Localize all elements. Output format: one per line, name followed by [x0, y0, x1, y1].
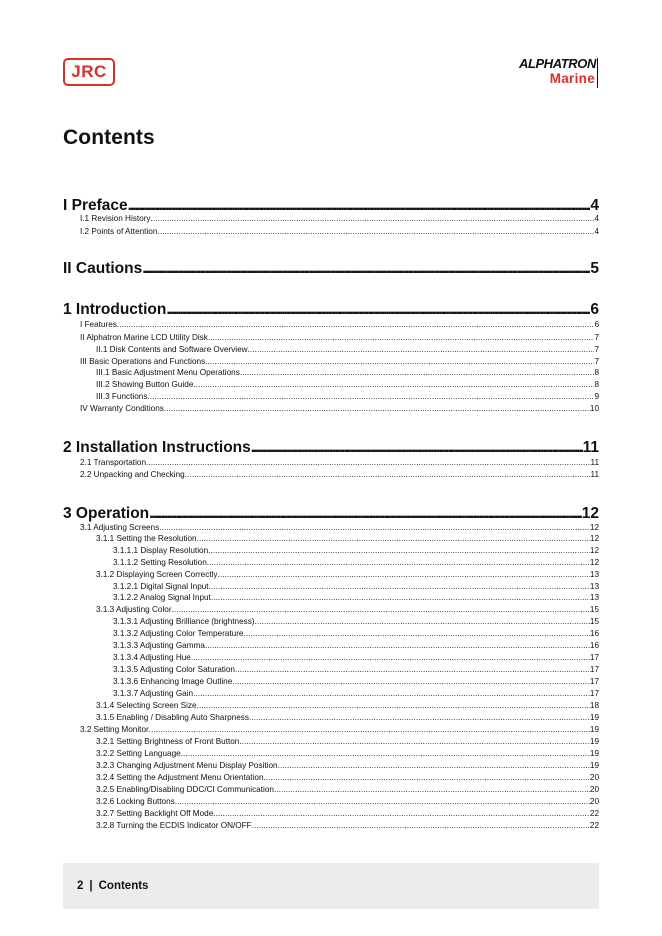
toc-entry-title: 3.1.3.3 Adjusting Gamma	[113, 641, 205, 650]
toc-entry-page: 19	[589, 725, 599, 734]
toc-entry-title: 3.1.1 Setting the Resolution	[96, 534, 197, 543]
toc-entry-title: 3.1.3.4 Adjusting Hue	[113, 653, 191, 662]
toc-dot-leader	[197, 701, 590, 710]
toc-dot-leader	[274, 785, 590, 794]
toc-entry-page: 22	[589, 821, 599, 830]
toc-dot-leader	[232, 677, 590, 686]
toc-entry-page: 15	[589, 605, 599, 614]
brand-subtitle: Marine	[549, 71, 595, 86]
toc-entry[interactable]	[96, 605, 599, 614]
toc-entry-page: 18	[589, 701, 599, 710]
toc-entry-page: 9	[594, 392, 599, 401]
toc-entry-title: III.1 Basic Adjustment Menu Operations	[96, 368, 240, 377]
toc-dot-leader	[251, 439, 583, 457]
toc-dot-leader	[249, 713, 590, 722]
toc-dot-leader	[164, 404, 590, 413]
toc-entry-page: 6	[594, 320, 599, 329]
toc-dot-leader	[193, 380, 594, 389]
toc-entry-page: 19	[589, 737, 599, 746]
toc-dot-leader	[211, 593, 590, 602]
toc-entry-title: 3.1.3.5 Adjusting Color Saturation	[113, 665, 235, 674]
toc-entry[interactable]	[80, 320, 599, 329]
toc-entry[interactable]	[113, 593, 599, 602]
toc-entry[interactable]	[96, 773, 599, 782]
toc-entry-page: 19	[589, 713, 599, 722]
toc-entry[interactable]	[113, 546, 599, 555]
toc-entry[interactable]	[96, 761, 599, 770]
toc-dot-leader	[175, 797, 590, 806]
toc-entry-page: 16	[589, 629, 599, 638]
toc-dot-leader	[240, 368, 595, 377]
toc-dot-leader	[159, 523, 590, 532]
brand-divider	[597, 58, 599, 88]
toc-entry-title: 3.1.1.2 Setting Resolution	[113, 558, 207, 567]
toc-dot-leader	[252, 821, 590, 830]
toc-entry[interactable]	[113, 558, 599, 567]
toc-dot-leader	[209, 582, 590, 591]
toc-entry[interactable]	[113, 582, 599, 591]
toc-entry-title: II Cautions	[63, 260, 143, 277]
toc-dot-leader	[117, 320, 595, 329]
toc-dot-leader	[243, 629, 589, 638]
toc-entry-title: 3.2.4 Setting the Adjustment Menu Orientation	[96, 773, 264, 782]
toc-entry[interactable]	[96, 701, 599, 710]
footer-separator: |	[89, 880, 93, 892]
toc-dot-leader	[205, 357, 594, 366]
toc-dot-leader	[264, 773, 590, 782]
toc-entry-title: II Alphatron Marine LCD Utility Disk	[80, 333, 208, 342]
toc-entry[interactable]	[96, 737, 599, 746]
toc-entry-page: 13	[589, 593, 599, 602]
toc-entry[interactable]	[80, 227, 599, 236]
toc-dot-leader	[278, 761, 590, 770]
toc-entry-title: 3.1.3.2 Adjusting Color Temperature	[113, 629, 244, 638]
toc-entry-page: 17	[589, 653, 599, 662]
toc-dot-leader	[147, 392, 594, 401]
page-footer	[63, 863, 599, 909]
toc-entry[interactable]	[113, 653, 599, 662]
toc-chapter-entry[interactable]	[63, 301, 599, 319]
toc-entry-page: 19	[589, 749, 599, 758]
page-number: 2	[77, 880, 84, 892]
toc-entry[interactable]	[113, 677, 599, 686]
toc-entry[interactable]	[96, 392, 599, 401]
toc-dot-leader	[208, 333, 595, 342]
toc-entry-title: II.1 Disk Contents and Software Overview	[96, 345, 248, 354]
toc-entry-page: 13	[589, 582, 599, 591]
toc-entry-page: 4	[594, 214, 599, 223]
toc-entry[interactable]	[80, 725, 599, 734]
brand-name: ALPHATRON	[518, 56, 596, 71]
toc-entry-title: 3.1.3.1 Adjusting Brilliance (brightness)	[113, 617, 255, 626]
toc-entry-page: 10	[589, 404, 599, 413]
toc-entry-title: 3.1.4 Selecting Screen Size	[96, 701, 197, 710]
toc-entry-page: 8	[594, 368, 599, 377]
toc-chapter-entry[interactable]	[63, 260, 599, 278]
toc-entry-title: 3 Operation	[63, 505, 150, 522]
toc-entry-page: 12	[589, 534, 599, 543]
alphatron-marine-logo	[488, 56, 598, 90]
toc-entry-page: 5	[590, 260, 599, 277]
toc-entry-page: 17	[589, 677, 599, 686]
toc-chapter-entry[interactable]	[63, 505, 599, 523]
toc-dot-leader	[193, 689, 590, 698]
toc-dot-leader	[181, 749, 590, 758]
toc-entry[interactable]	[113, 665, 599, 674]
toc-entry[interactable]	[113, 629, 599, 638]
toc-entry[interactable]	[96, 797, 599, 806]
toc-dot-leader	[149, 725, 590, 734]
toc-entry-title: III Basic Operations and Functions	[80, 357, 206, 366]
toc-entry-page: 17	[589, 689, 599, 698]
toc-entry-page: 20	[589, 773, 599, 782]
toc-dot-leader	[208, 546, 590, 555]
toc-entry-title: 3.1.3.6 Enhancing Image Outline	[113, 677, 233, 686]
toc-entry-page: 20	[589, 785, 599, 794]
toc-entry[interactable]	[80, 357, 599, 366]
toc-entry[interactable]	[96, 368, 599, 377]
toc-entry-title: I Preface	[63, 197, 128, 214]
toc-dot-leader	[248, 345, 595, 354]
toc-entry-page: 17	[589, 665, 599, 674]
toc-entry-page: 16	[589, 641, 599, 650]
toc-dot-leader	[151, 214, 595, 223]
toc-entry[interactable]	[80, 523, 599, 532]
toc-entry-title: IV Warranty Conditions	[80, 404, 164, 413]
toc-dot-leader	[128, 197, 591, 215]
toc-entry-title: 3.1.5 Enabling / Disabling Auto Sharpness	[96, 713, 249, 722]
toc-dot-leader	[191, 653, 590, 662]
toc-entry[interactable]	[96, 570, 599, 579]
toc-dot-leader	[235, 665, 590, 674]
toc-entry-title: 2.1 Transportation	[80, 458, 146, 467]
page-title: Contents	[63, 126, 155, 149]
toc-entry[interactable]	[113, 617, 599, 626]
toc-dot-leader	[207, 558, 590, 567]
toc-entry-title: 3.2.8 Turning the ECDIS Indicator ON/OFF	[96, 821, 252, 830]
toc-entry-page: 12	[581, 505, 599, 522]
toc-entry-title: 3.2.6 Locking Buttons	[96, 797, 175, 806]
toc-entry[interactable]	[96, 785, 599, 794]
toc-entry-title: 1 Introduction	[63, 301, 167, 318]
toc-entry-page: 8	[594, 380, 599, 389]
toc-entry[interactable]	[96, 809, 599, 818]
toc-dot-leader	[142, 260, 590, 278]
toc-entry-page: 12	[589, 546, 599, 555]
toc-entry-title: 3.1.2 Displaying Screen Correctly	[96, 570, 218, 579]
toc-entry[interactable]	[80, 404, 599, 413]
toc-entry-page: 12	[589, 558, 599, 567]
toc-entry-page: 20	[589, 797, 599, 806]
toc-entry-page: 7	[594, 345, 599, 354]
toc-dot-leader	[205, 641, 590, 650]
toc-entry-title: 3.2.7 Setting Backlight Off Mode	[96, 809, 214, 818]
toc-entry-page: 6	[590, 301, 599, 318]
toc-entry-page: 19	[589, 761, 599, 770]
toc-entry[interactable]	[96, 380, 599, 389]
toc-entry-title: 3.1.3.7 Adjusting Gain	[113, 689, 194, 698]
toc-dot-leader	[149, 505, 582, 523]
toc-entry[interactable]	[96, 345, 599, 354]
toc-entry-title: I Features	[80, 320, 117, 329]
toc-dot-leader	[239, 737, 590, 746]
toc-entry-title: 3.2.3 Changing Adjustment Menu Display Position	[96, 761, 278, 770]
toc-entry-page: 22	[589, 809, 599, 818]
toc-entry-title: 3.1.2.1 Digital Signal Input	[113, 582, 209, 591]
toc-entry-title: I.2 Points of Attention	[80, 227, 158, 236]
toc-entry-page: 4	[594, 227, 599, 236]
toc-entry[interactable]	[80, 333, 599, 342]
toc-dot-leader	[213, 809, 590, 818]
toc-entry-title: 3.1.3 Adjusting Color	[96, 605, 172, 614]
toc-entry[interactable]	[80, 470, 599, 479]
jrc-logo: JRC	[63, 58, 115, 86]
toc-dot-leader	[255, 617, 590, 626]
toc-dot-leader	[157, 227, 594, 236]
toc-entry[interactable]	[96, 749, 599, 758]
toc-entry-title: III.3 Functions	[96, 392, 148, 401]
toc-entry-page: 15	[589, 617, 599, 626]
toc-dot-leader	[166, 301, 590, 319]
footer-section-title: Contents	[98, 880, 149, 892]
toc-entry-page: 12	[589, 523, 599, 532]
toc-entry-title: 3.2 Setting Monitor	[80, 725, 149, 734]
toc-dot-leader	[172, 605, 590, 614]
toc-dot-leader	[197, 534, 590, 543]
toc-entry-title: 3.1.2.2 Analog Signal Input	[113, 593, 211, 602]
toc-entry[interactable]	[113, 689, 599, 698]
toc-entry[interactable]	[96, 821, 599, 830]
toc-entry-page: 11	[590, 458, 599, 467]
toc-dot-leader	[146, 458, 591, 467]
toc-dot-leader	[185, 470, 591, 479]
toc-entry-title: 2 Installation Instructions	[63, 439, 251, 456]
toc-entry-title: 2.2 Unpacking and Checking	[80, 470, 185, 479]
toc-dot-leader	[218, 570, 590, 579]
toc-entry-page: 4	[590, 197, 599, 214]
toc-entry[interactable]	[80, 458, 599, 467]
toc-chapter-entry[interactable]	[63, 439, 599, 457]
toc-entry-title: 3.1.1.1 Display Resolution	[113, 546, 209, 555]
toc-entry-title: 3.2.5 Enabling/Disabling DDC/CI Communication	[96, 785, 274, 794]
toc-entry-title: 3.2.1 Setting Brightness of Front Button	[96, 737, 240, 746]
toc-entry-page: 11	[590, 470, 599, 479]
toc-entry-page: 11	[582, 439, 599, 456]
toc-entry-title: III.2 Showing Button Guide	[96, 380, 194, 389]
toc-entry-title: I.1 Revision History	[80, 214, 151, 223]
toc-entry-title: 3.1 Adjusting Screens	[80, 523, 160, 532]
toc-entry-page: 7	[594, 333, 599, 342]
toc-entry-page: 7	[594, 357, 599, 366]
toc-entry[interactable]	[80, 214, 599, 223]
toc-entry[interactable]	[113, 641, 599, 650]
toc-entry[interactable]	[96, 534, 599, 543]
toc-entry[interactable]	[96, 713, 599, 722]
toc-entry-title: 3.2.2 Setting Language	[96, 749, 181, 758]
toc-chapter-entry[interactable]	[63, 197, 599, 215]
toc-entry-page: 13	[589, 570, 599, 579]
